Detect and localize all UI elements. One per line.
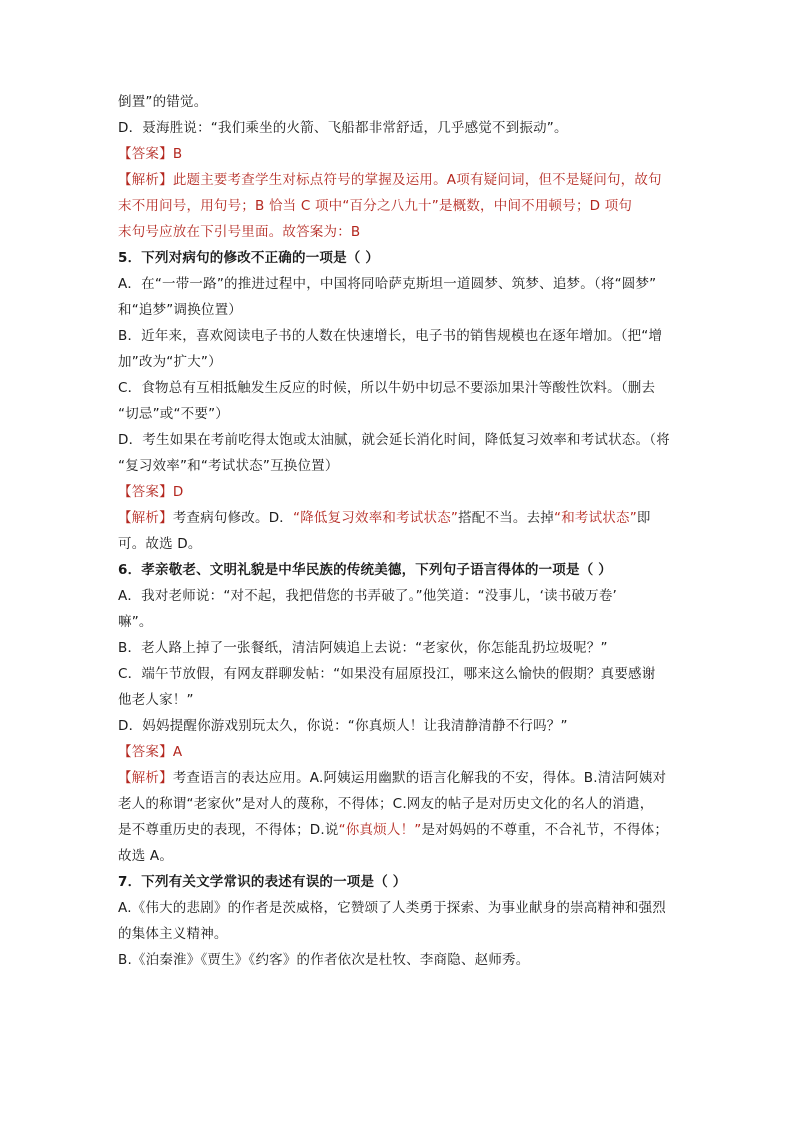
analysis-tag: 【解析】 <box>118 770 173 786</box>
q6-analysis-line-2: 老人的称谓“老家伙”是对人的蔑称，不得体；C.网友的帖子是对历史文化的名人的消遣， <box>118 796 654 812</box>
q5-title: 5．下列对病句的修改不正确的一项是（ ） <box>118 250 380 266</box>
answer-value: B <box>172 146 183 162</box>
analysis-tag: 【解析】 <box>118 172 173 188</box>
q6-option-c-line-1: C．端午节放假，有网友群聊发帖：“如果没有屈原投江，哪来这么愉快的假期？真要感谢 <box>118 666 656 682</box>
q7-option-a-line-1: A.《伟大的悲剧》的作者是茨威格，它赞颂了人类勇于探索、为事业献身的崇高精神和强烈 <box>118 900 666 916</box>
q4-analysis-line-2: 末不用问号，用句号；B 恰当 C 项中“百分之八九十”是概数，中间不用顿号；D 项句 <box>118 198 633 214</box>
answer-tag: 【答案】 <box>118 744 173 760</box>
answer-value: A <box>172 744 183 760</box>
analysis-tag: 【解析】 <box>118 510 173 526</box>
analysis-text: 此题主要考查学生对标点符号的掌握及运用。A项有疑问词，但不是疑问句，故句 <box>172 172 662 188</box>
analysis-quote: “你真烦人！” <box>338 822 422 838</box>
analysis-text: 搭配不当。去掉 <box>458 510 555 526</box>
q7-title: 7．下列有关文学常识的表述有误的一项是（ ） <box>118 874 407 890</box>
q5-option-a-line-2: 和“追梦”调换位置） <box>118 302 242 318</box>
q5-option-d-line-2: “复习效率”和“考试状态”互换位置） <box>118 458 339 474</box>
q6-option-a-line-2: 嘛”。 <box>118 614 153 630</box>
q7-option-b: B.《泊秦淮》《贾生》《约客》的作者依次是杜牧、李商隐、赵师秀。 <box>118 952 530 968</box>
q7-option-a-line-2: 的集体主义精神。 <box>118 926 228 942</box>
q5-analysis-line-2: 可。故选 D。 <box>118 536 202 552</box>
q4-analysis-line-3: 末句号应放在下引号里面。故答案为：B <box>118 224 361 240</box>
answer-tag: 【答案】 <box>118 484 173 500</box>
q5-answer <box>118 483 678 509</box>
analysis-text: 考查病句修改。D． <box>172 510 294 526</box>
q5-option-a-line-1: A．在“一带一路”的推进过程中，中国将同哈萨克斯坦一道圆梦、筑梦、追梦。（将“圆梦” <box>118 276 657 292</box>
q4-text-line: 倒置”的错觉。 <box>118 94 208 110</box>
answer-tag: 【答案】 <box>118 146 173 162</box>
q6-option-d: D．妈妈提醒你游戏别玩太久，你说：“你真烦人！让我清静清静不行吗？” <box>118 718 568 734</box>
analysis-text: 是不尊重历史的表现，不得体；D.说 <box>118 822 339 838</box>
analysis-quote: “降低复习效率和考试状态” <box>293 510 459 526</box>
analysis-quote: “和考试状态” <box>554 510 637 526</box>
analysis-text: 是对妈妈的不尊重，不合礼节，不得体； <box>421 822 669 838</box>
q6-option-a-line-1: A．我对老师说：“对不起，我把借您的书弄破了。”他笑道：“没事儿，‘读书破万卷’ <box>118 588 618 604</box>
q5-analysis-line-1 <box>118 509 678 535</box>
q5-option-c-line-1: C．食物总有互相抵触发生反应的时候，所以牛奶中切忌不要添加果汁等酸性饮料。（删去 <box>118 380 656 396</box>
q6-option-b: B．老人路上掉了一张餐纸，清洁阿姨追上去说：“老家伙，你怎能乱扔垃圾呢？” <box>118 640 608 656</box>
q4-answer <box>118 145 678 171</box>
q6-analysis-line-3 <box>118 821 678 847</box>
q5-option-b-line-2: 加”改为“扩大”） <box>118 354 222 370</box>
document-page <box>118 93 678 977</box>
q6-analysis-line-4: 故选 A。 <box>118 848 174 864</box>
q6-answer <box>118 743 678 769</box>
q5-option-c-line-2: “切忌”或“不要”） <box>118 406 229 422</box>
q4-analysis-line-1 <box>118 171 678 197</box>
q6-analysis-line-1 <box>118 769 678 795</box>
q6-title: 6．孝亲敬老、文明礼貌是中华民族的传统美德，下列句子语言得体的一项是（ ） <box>118 562 612 578</box>
analysis-text: 即 <box>636 510 651 526</box>
analysis-text: 考查语言的表达应用。A.阿姨运用幽默的语言化解我的不安，得体。B.清洁阿姨对 <box>172 770 667 786</box>
q6-option-c-line-2: 他老人家！” <box>118 692 194 708</box>
q5-option-b-line-1: B．近年来，喜欢阅读电子书的人数在快速增长，电子书的销售规模也在逐年增加。（把“增 <box>118 328 663 344</box>
q5-option-d-line-1: D．考生如果在考前吃得太饱或太油腻，就会延长消化时间，降低复习效率和考试状态。（将 <box>118 432 670 448</box>
q4-option-d: D．聂海胜说：“我们乘坐的火箭、飞船都非常舒适，几乎感觉不到振动”。 <box>118 120 568 136</box>
answer-value: D <box>172 484 184 500</box>
